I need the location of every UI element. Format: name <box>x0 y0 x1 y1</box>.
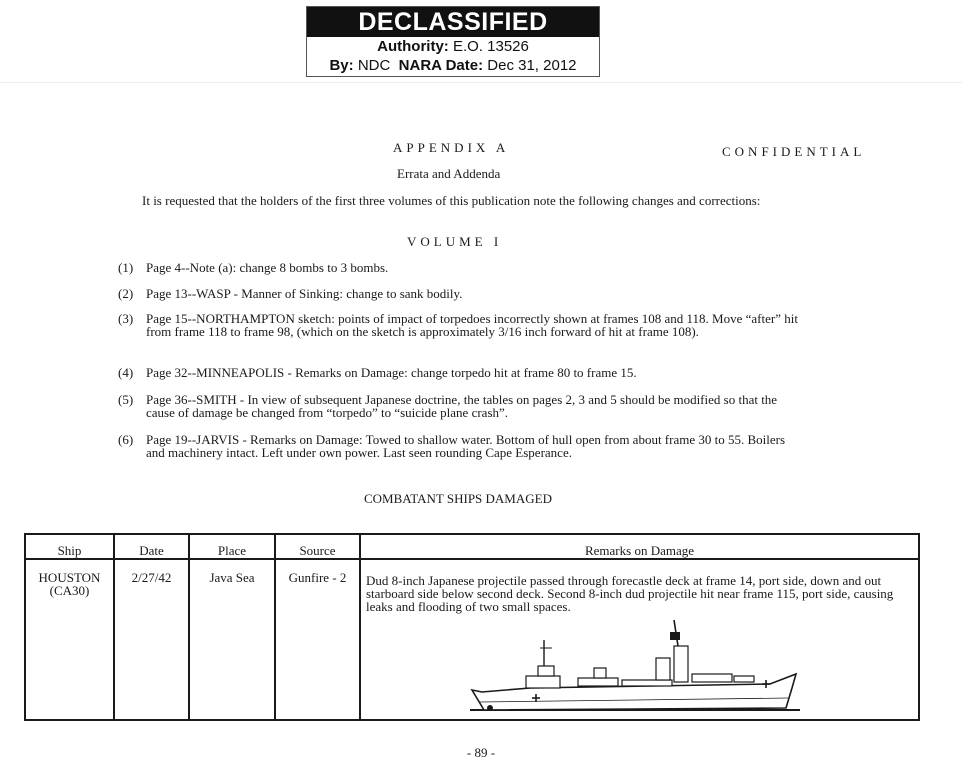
header-date: Date <box>139 543 164 558</box>
declassified-stamp <box>306 6 600 77</box>
header-place: Place <box>217 543 247 558</box>
item-number: (5) <box>118 392 134 407</box>
errata-item <box>118 313 798 353</box>
errata-item <box>118 434 798 474</box>
classification-label: CONFIDENTIAL <box>722 144 866 159</box>
column-divider <box>359 535 361 719</box>
item-text: Page 4--Note (a): change 8 bombs to 3 bombs. <box>146 260 389 275</box>
intro-paragraph: It is requested that the holders of the first three volumes of this publication note the following changes and corrections: <box>142 193 761 208</box>
item-number: (3) <box>118 311 134 326</box>
header-remarks: Remarks on Damage <box>584 543 695 558</box>
ship-name: HOUSTON <box>38 570 101 585</box>
ship-profile-sketch <box>470 618 802 718</box>
scan-edge-divider <box>0 82 962 83</box>
errata-item <box>118 288 798 302</box>
item-number: (6) <box>118 432 134 447</box>
table-title: COMBATANT SHIPS DAMAGED <box>364 491 552 506</box>
cell-date: 2/27/42 <box>131 570 172 585</box>
page-number: - 89 - <box>466 745 496 760</box>
appendix-heading: APPENDIX A <box>393 140 510 155</box>
column-divider <box>113 535 115 719</box>
errata-subtitle: Errata and Addenda <box>397 166 501 181</box>
errata-item <box>118 367 798 381</box>
item-number: (1) <box>118 260 134 275</box>
item-text: Page 13--WASP - Manner of Sinking: change to sank bodily. <box>146 286 463 301</box>
header-source: Source <box>299 543 336 558</box>
stamp-title: DECLASSIFIED <box>307 7 599 37</box>
errata-item <box>118 394 798 422</box>
cell-place: Java Sea <box>209 570 255 585</box>
stamp-authority: Authority: E.O. 13526 <box>377 38 529 55</box>
cell-ship <box>26 571 113 597</box>
cell-remarks: Dud 8-inch Japanese projectile passed through forecastle deck at frame 14, port side, down and out starboard side below second deck. Second 8-inch dud projectile hit near frame 115, port side, causing leaks and flooding of two small spaces. <box>366 573 894 614</box>
errata-item <box>118 262 798 276</box>
stamp-by: By: NDC NARA Date: Dec 31, 2012 <box>329 57 577 74</box>
volume-heading: VOLUME I <box>407 234 503 249</box>
column-divider <box>274 535 276 719</box>
item-text: Page 15--NORTHAMPTON sketch: points of impact of torpedoes incorrectly shown at frames 108 and 118. Move “after” hit from frame 118 to frame 98, (which on the sketch is approximately 3/16 inch forward of hit at frame 108). <box>146 311 798 339</box>
column-divider <box>188 535 190 719</box>
item-number: (4) <box>118 365 134 380</box>
ship-hull-number: (CA30) <box>49 583 90 598</box>
item-text: Page 36--SMITH - In view of subsequent Japanese doctrine, the tables on pages 2, 3 and 5 should be modified so that the cause of damage be changed from “torpedo” to “suicide plane crash”. <box>146 392 778 420</box>
header-ship: Ship <box>57 543 82 558</box>
item-number: (2) <box>118 286 134 301</box>
cell-source: Gunfire - 2 <box>288 570 347 585</box>
item-text: Page 19--JARVIS - Remarks on Damage: Towed to shallow water. Bottom of hull open from about frame 30 to 55. Boilers and machinery intact. Left under own power. Last seen rounding Cape Esperance. <box>146 432 786 460</box>
item-text: Page 32--MINNEAPOLIS - Remarks on Damage: change torpedo hit at frame 80 to frame 15. <box>146 365 637 380</box>
